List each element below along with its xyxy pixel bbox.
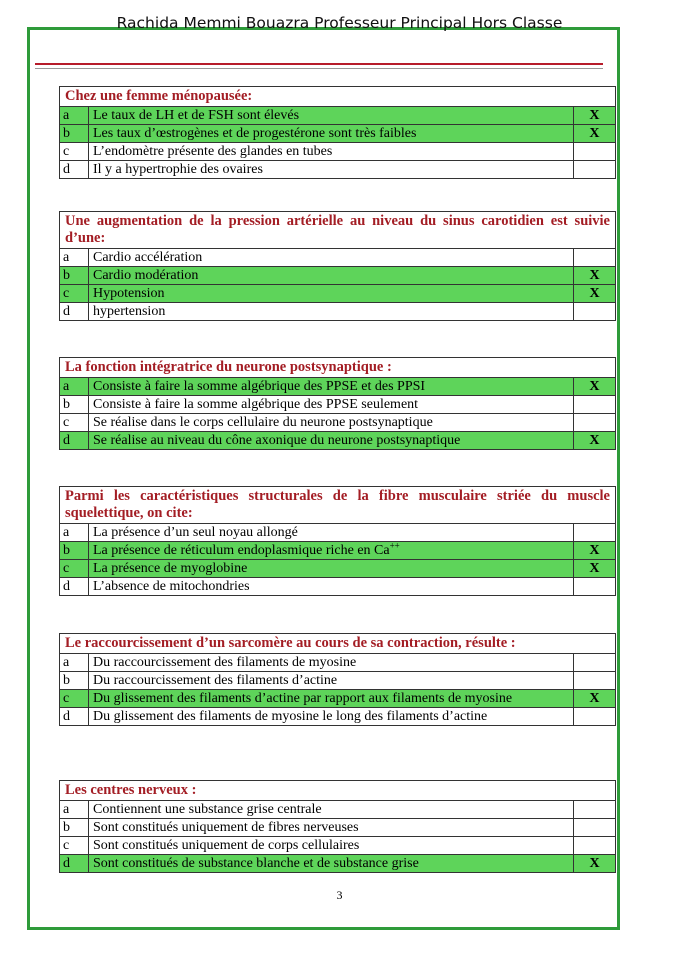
answer-mark: X — [574, 855, 616, 873]
option-row — [60, 524, 616, 542]
option-letter: b — [60, 267, 89, 285]
option-text — [89, 378, 574, 396]
option-row — [60, 249, 616, 267]
option-text-content: Cardio accélération — [93, 250, 203, 265]
option-text — [89, 855, 574, 873]
option-text — [89, 524, 574, 542]
option-text-content: Sont constitués uniquement de fibres nerveuses — [93, 820, 359, 835]
option-text-content: Le taux de LH et de FSH sont élevés — [93, 108, 300, 123]
page-number: 3 — [336, 888, 343, 902]
option-text — [89, 432, 574, 450]
question-table — [59, 211, 616, 321]
option-text — [89, 578, 574, 596]
answer-mark — [573, 578, 615, 596]
option-text-content: L’endomètre présente des glandes en tubes — [93, 144, 333, 159]
option-letter: d — [60, 578, 89, 596]
option-text — [89, 396, 574, 414]
option-letter: d — [60, 161, 89, 179]
option-letter: a — [60, 654, 89, 672]
option-row — [60, 396, 616, 414]
option-text — [89, 837, 574, 855]
option-superscript: ++ — [389, 540, 400, 551]
option-letter: a — [60, 107, 89, 125]
option-text — [89, 690, 574, 708]
option-text-content: Du glissement des filaments d’actine par rapport aux filaments de myosine — [93, 691, 513, 706]
option-text — [89, 560, 574, 578]
answer-mark — [573, 708, 615, 726]
option-letter: c — [60, 560, 89, 578]
option-text — [89, 414, 574, 432]
option-text-content: Les taux d’œstrogènes et de progestérone sont très faibles — [93, 126, 417, 141]
question-title-row — [60, 487, 616, 524]
answer-mark — [573, 524, 615, 542]
option-text — [89, 285, 574, 303]
option-row — [60, 432, 616, 450]
option-text — [89, 125, 574, 143]
option-letter: c — [60, 837, 89, 855]
option-letter: b — [60, 396, 89, 414]
option-text-content: Se réalise au niveau du cône axonique du neurone postsynaptique — [93, 433, 461, 448]
question-title-row — [60, 358, 616, 378]
option-text-content: hypertension — [93, 304, 166, 319]
option-letter: b — [60, 542, 89, 560]
question-title: La fonction intégratrice du neurone postsynaptique : — [60, 358, 616, 378]
option-text — [89, 708, 574, 726]
question-title-row — [60, 212, 616, 249]
answer-mark: X — [573, 542, 615, 560]
option-text — [89, 801, 574, 819]
option-row — [60, 672, 616, 690]
question-title: Le raccourcissement d’un sarcomère au cours de sa contraction, résulte : — [60, 634, 616, 654]
question-title: Parmi les caractéristiques structurales de la fibre musculaire striée du muscle squelettique, on cite: — [60, 487, 616, 524]
option-row — [60, 801, 616, 819]
option-text-content: Sont constitués de substance blanche et de substance grise — [93, 856, 419, 871]
option-text-content: Cardio modération — [93, 268, 199, 283]
option-text — [89, 107, 574, 125]
question-table — [59, 780, 616, 873]
answer-mark — [573, 161, 615, 179]
option-row — [60, 542, 616, 560]
option-row — [60, 855, 616, 873]
answer-mark: X — [573, 690, 615, 708]
question-title: Chez une femme ménopausée: — [60, 87, 616, 107]
answer-mark: X — [573, 560, 615, 578]
option-text — [89, 143, 574, 161]
question-title-row — [60, 87, 616, 107]
option-text-content: Sont constitués uniquement de corps cellulaires — [93, 838, 360, 853]
option-letter: d — [60, 708, 89, 726]
option-text — [89, 672, 574, 690]
answer-mark: X — [573, 432, 615, 450]
option-letter: d — [60, 303, 89, 321]
answer-mark — [574, 819, 616, 837]
option-letter: a — [60, 249, 89, 267]
option-row — [60, 143, 616, 161]
option-text — [89, 654, 574, 672]
option-text-content: La présence d’un seul noyau allongé — [93, 525, 298, 540]
option-row — [60, 267, 616, 285]
question-table — [59, 86, 616, 179]
header-rule-thin — [35, 68, 603, 69]
option-letter: a — [60, 524, 89, 542]
answer-mark — [573, 396, 615, 414]
option-text-content: La présence de myoglobine — [93, 561, 248, 576]
option-row — [60, 414, 616, 432]
option-letter: b — [60, 672, 89, 690]
answer-mark: X — [573, 125, 615, 143]
option-text-content: Du raccourcissement des filaments de myosine — [93, 655, 357, 670]
option-row — [60, 285, 616, 303]
option-row — [60, 690, 616, 708]
option-letter: b — [60, 819, 89, 837]
option-text — [89, 819, 574, 837]
option-letter: c — [60, 690, 89, 708]
page-header: Rachida Memmi Bouazra Professeur Principal Hors Classe — [116, 14, 563, 32]
option-text — [89, 542, 574, 560]
answer-mark — [573, 672, 615, 690]
option-text-content: Consiste à faire la somme algébrique des PPSE seulement — [93, 397, 419, 412]
option-letter: d — [60, 855, 89, 873]
answer-mark: X — [574, 267, 616, 285]
option-text — [89, 161, 574, 179]
answer-mark — [573, 143, 615, 161]
option-row — [60, 378, 616, 396]
option-text-content: Du glissement des filaments de myosine le long des filaments d’actine — [93, 709, 488, 724]
option-text-content: Il y a hypertrophie des ovaires — [93, 162, 263, 177]
question-table — [59, 357, 616, 450]
option-text-content: La présence de réticulum endoplasmique riche en Ca — [93, 543, 390, 558]
option-letter: c — [60, 143, 89, 161]
option-row — [60, 107, 616, 125]
question-title-row — [60, 781, 616, 801]
question-title: Les centres nerveux : — [60, 781, 616, 801]
answer-mark: X — [574, 285, 616, 303]
option-row — [60, 837, 616, 855]
option-row — [60, 654, 616, 672]
answer-mark — [573, 654, 615, 672]
answer-mark — [574, 801, 616, 819]
header-rule — [35, 63, 603, 65]
question-title-row — [60, 634, 616, 654]
answer-mark — [574, 303, 616, 321]
option-row — [60, 125, 616, 143]
question-table — [59, 633, 616, 726]
option-text-content: Consiste à faire la somme algébrique des PPSE et des PPSI — [93, 379, 426, 394]
option-text — [89, 303, 574, 321]
answer-mark: X — [573, 378, 615, 396]
answer-mark — [574, 837, 616, 855]
option-letter: a — [60, 801, 89, 819]
option-row — [60, 560, 616, 578]
answer-mark — [573, 414, 615, 432]
answer-mark — [574, 249, 616, 267]
option-text-content: Contiennent une substance grise centrale — [93, 802, 322, 817]
answer-mark: X — [573, 107, 615, 125]
option-text-content: L’absence de mitochondries — [93, 579, 250, 594]
option-row — [60, 303, 616, 321]
option-text — [89, 267, 574, 285]
option-text-content: Hypotension — [93, 286, 165, 301]
option-text — [89, 249, 574, 267]
option-text-content: Du raccourcissement des filaments d’actine — [93, 673, 338, 688]
option-text-content: Se réalise dans le corps cellulaire du neurone postsynaptique — [93, 415, 433, 430]
question-table — [59, 486, 616, 596]
question-title: Une augmentation de la pression artérielle au niveau du sinus carotidien est suivie d’une: — [60, 212, 616, 249]
option-row — [60, 578, 616, 596]
option-letter: b — [60, 125, 89, 143]
option-row — [60, 819, 616, 837]
option-letter: c — [60, 414, 89, 432]
option-row — [60, 708, 616, 726]
option-letter: d — [60, 432, 89, 450]
option-letter: a — [60, 378, 89, 396]
option-row — [60, 161, 616, 179]
option-letter: c — [60, 285, 89, 303]
